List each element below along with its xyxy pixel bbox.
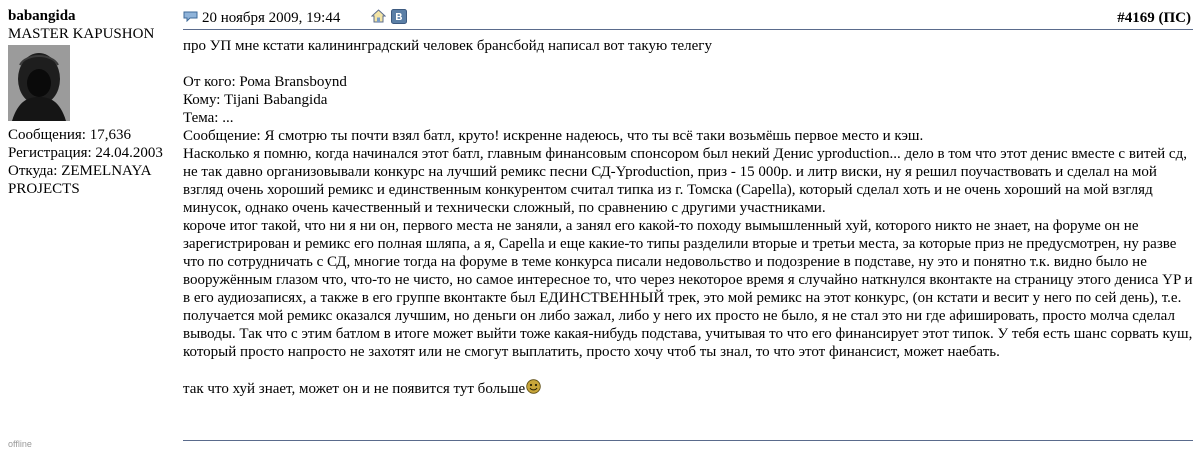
author-rank: MASTER KAPUSHON <box>8 26 155 42</box>
post-gap <box>183 361 1193 379</box>
post-text-line: про УП мне кстати калининградский человек брансбойд написал вот такую телегу <box>183 38 712 54</box>
author-location-cont: PROJECTS <box>8 181 80 197</box>
post-number: #4169 <box>1117 10 1155 26</box>
post-gap <box>183 55 1193 73</box>
smiley-icon <box>526 379 541 394</box>
author-info <box>8 7 178 198</box>
post-text-paragraph: короче итог такой, что ни я ни он, первого места не заняли, а занял его какой-то походу вымышленный хуй, которого никто не знает, на форуме он не зарегистрирован и ремикс его полная шляпа, а я, Capella и еще какие-то типы разделили вторые и третьи места, за которые приз не предусмотрен, ну разве что по сотрудничать с СД, многие тогда на форуме в теме конкурса писали недовольство и подозрение в подставе, ну это и понятно т.к. видно было не вооружённым глазом что, что-то не чисто, но самое интересное то, что через некоторое время я случайно наткнулся вконтакте на страницу этого дениса YP и в его аудиозаписях, а также в его группе вконтакте был ЕДИНСТВЕННЫЙ трек, это мой ремикс на этот конкурс, (он кстати и весит у него по сей день), т.е. получается мой ремикс оказался лучшим, но деньги он либо зажал, либо у него их просто не было, я не стал это ни где афишировать, просто молча сделал выводы. Так что с этим батлом в итоге может выйти тоже какая-нибудь подстава, учитывая то что его финансирует этот типок. У тебя есть шанс сорвать куш, который просто напросто не захотят или не смогут выплатить, просто хочу чтоб ты знал, то что этот финансист, может наебать. <box>183 218 1193 360</box>
post-text-line: Тема: ... <box>183 110 234 126</box>
post-text-line: Кому: Tijani Babangida <box>183 92 328 108</box>
post-date: 20 ноября 2009, 19:44 <box>202 10 341 26</box>
author-registration-date: Регистрация: 24.04.2003 <box>8 145 163 161</box>
post-text-line: От кого: Рома Bransboynd <box>183 74 347 90</box>
author-avatar[interactable] <box>8 45 70 121</box>
post-last-line: так что хуй знает, может он и не появится тут больше <box>183 381 526 397</box>
post-text-line: Сообщение: Я смотрю ты почти взял батл, круто! искренне надеюсь, что ты всё таки возьмёшь первое место и кэш. <box>183 128 924 144</box>
post-number-link[interactable] <box>1117 7 1191 29</box>
post-header <box>183 7 1193 30</box>
post-content <box>183 7 1193 398</box>
vk-icon[interactable] <box>391 9 407 24</box>
post-last-line-wrap <box>183 379 1193 398</box>
home-icon[interactable] <box>371 9 386 23</box>
post-divider <box>183 440 1193 441</box>
author-location: Откуда: ZEMELNAYA <box>8 163 152 179</box>
author-post-count: Сообщения: 17,636 <box>8 127 131 143</box>
post-icon[interactable] <box>183 10 198 22</box>
post-number-suffix: (ПС) <box>1154 10 1191 26</box>
author-username[interactable]: babangida <box>8 8 76 24</box>
post-body <box>183 30 1193 398</box>
post-text-paragraph: Насколько я помню, когда начинался этот батл, главным финансовым спонсором был некий Денис yproduction... дело в том что этот денис вместе с витей сд, не так давно организовывали конкурс на лучший ремикс песни СД-Yproduction, приз - 15 000р. и литр виски, ну я решил поучаствовать и сделал на мой взгляд очень хороший ремикс и единственным конкурентом считал типка из г. Томска (Capella), который сделал хоть и не очень хороший на мой взгляд минусок, однако очень качественный и технически сложный, по сравнению с другими участниками. <box>183 146 1187 216</box>
online-status: offline <box>8 439 32 449</box>
